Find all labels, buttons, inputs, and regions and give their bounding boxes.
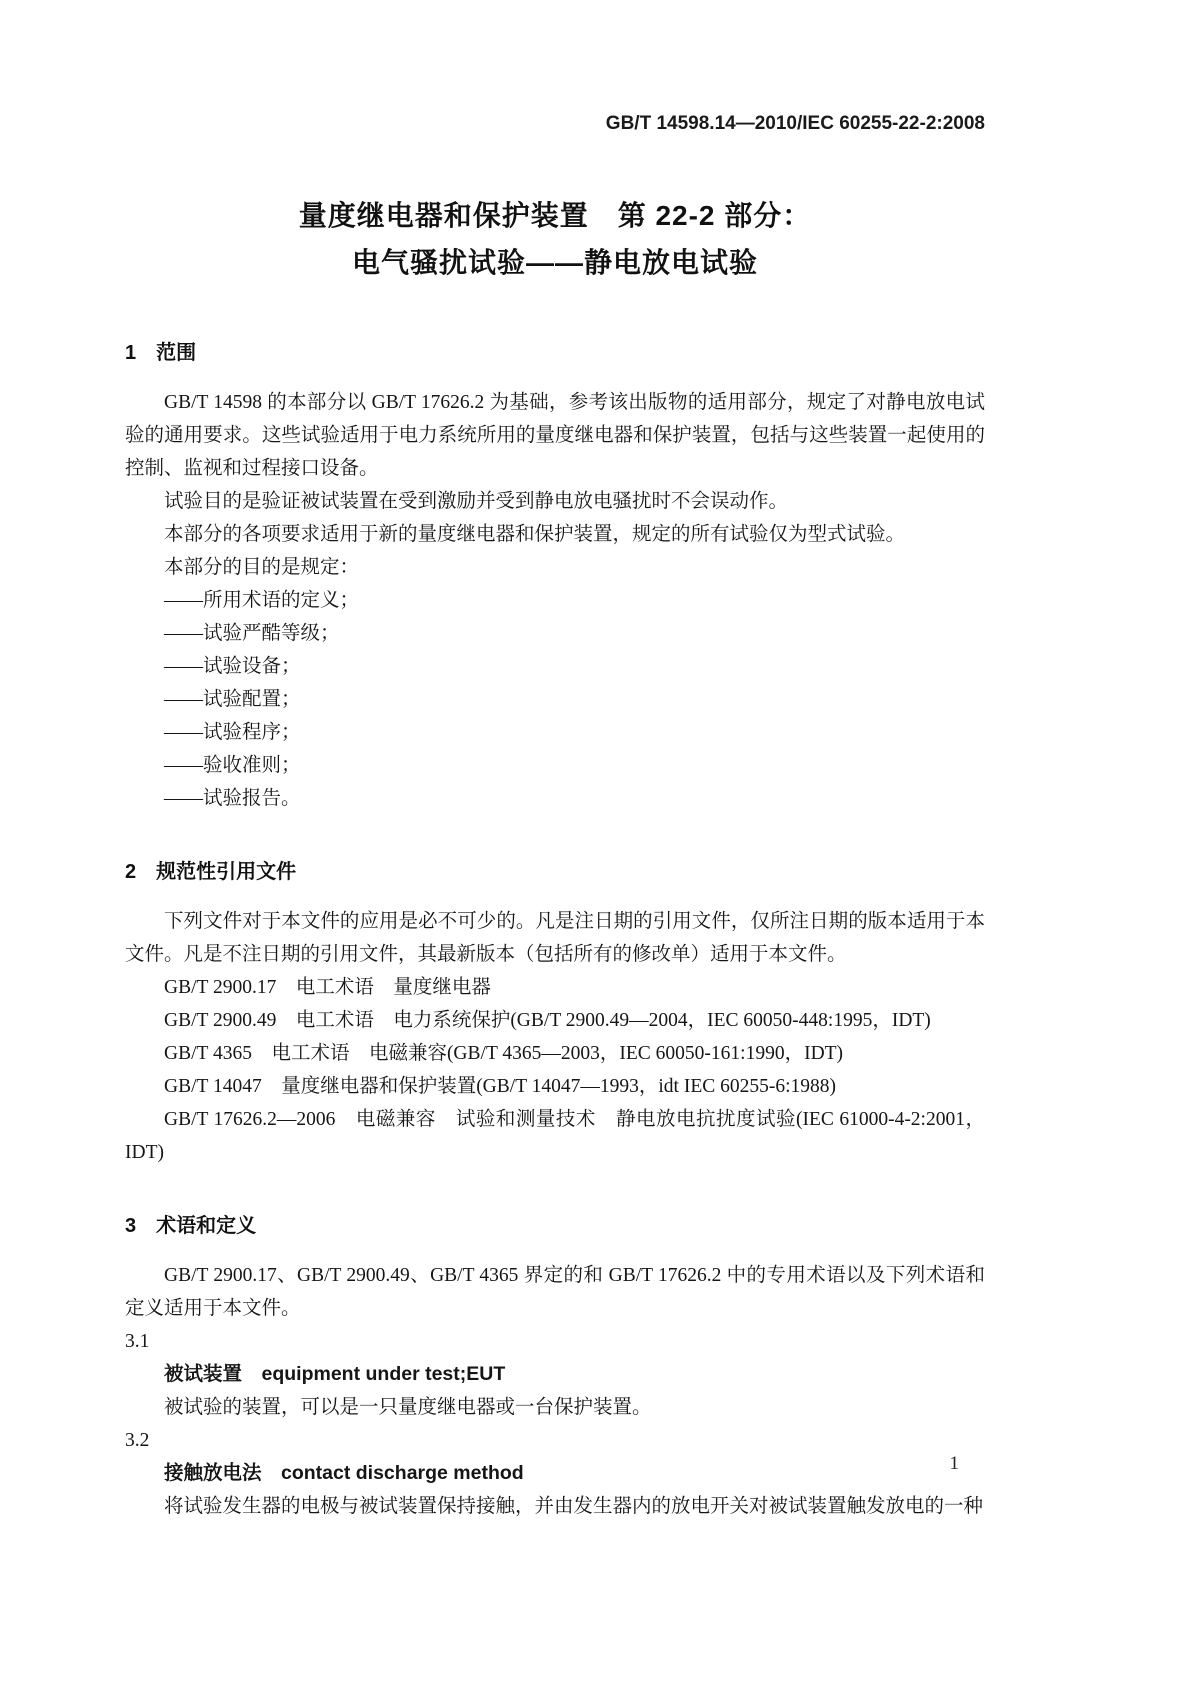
section-3-heading: 3 术语和定义 [125, 1215, 257, 1237]
title-line-2: 电气骚扰试验——静电放电试验 [351, 247, 758, 278]
term-definition: 将试验发生器的电极与被试装置保持接触，并由发生器内的放电开关对被试装置触发放电的一种 [164, 1496, 984, 1517]
list-item: ——试验报告。 [164, 788, 301, 809]
title-line-1: 量度继电器和保护装置 第 22-2 部分： [298, 200, 812, 231]
section-scope [125, 340, 985, 815]
paragraph: GB/T 2900.17、GB/T 2900.49、GB/T 4365 界定的和 GB/T 17626.2 中的专用术语以及下列术语和定义适用于本文件。 [125, 1265, 985, 1319]
paragraph: GB/T 14598 的本部分以 GB/T 17626.2 为基础，参考该出版物的适用部分，规定了对静电放电试验的通用要求。这些试验适用于电力系统所用的量度继电器和保护装置，包括与这些装置一起使用的控制、监视和过程接口设备。 [125, 392, 985, 479]
reference-item: GB/T 17626.2—2006 电磁兼容 试验和测量技术 静电放电抗扰度试验(IEC 61000-4-2:2001，IDT) [125, 1109, 985, 1163]
section-1-heading: 1 范围 [125, 342, 197, 364]
list-item: ——试验配置； [164, 689, 301, 710]
list-item: ——试验严酷等级； [164, 623, 340, 644]
term-number: 3.1 [125, 1331, 150, 1352]
term-title: 接触放电法 contact discharge method [164, 1462, 524, 1484]
paragraph: 下列文件对于本文件的应用是必不可少的。凡是注日期的引用文件，仅所注日期的版本适用于本文件。凡是不注日期的引用文件，其最新版本（包括所有的修改单）适用于本文件。 [125, 911, 985, 965]
document-header [125, 112, 985, 136]
reference-item: GB/T 2900.49 电工术语 电力系统保护(GB/T 2900.49—2004，IEC 60050-448:1995，IDT) [164, 1010, 931, 1031]
term-definition: 被试验的装置，可以是一只量度继电器或一台保护装置。 [164, 1397, 652, 1418]
document-title [125, 192, 985, 286]
list-item: ——试验设备； [164, 656, 301, 677]
reference-item: GB/T 2900.17 电工术语 量度继电器 [164, 977, 491, 998]
term-number: 3.2 [125, 1430, 150, 1451]
reference-item: GB/T 4365 电工术语 电磁兼容(GB/T 4365—2003，IEC 60050-161:1990，IDT) [164, 1043, 844, 1064]
list-item: ——所用术语的定义； [164, 590, 360, 611]
paragraph: 试验目的是验证被试装置在受到激励并受到静电放电骚扰时不会误动作。 [164, 491, 789, 512]
section-terms-and-definitions [125, 1213, 985, 1523]
standard-code: GB/T 14598.14—2010/IEC 60255-22-2:2008 [605, 113, 985, 134]
paragraph: 本部分的各项要求适用于新的量度继电器和保护装置，规定的所有试验仅为型式试验。 [164, 524, 906, 545]
list-item: ——试验程序； [164, 722, 301, 743]
term-title: 被试装置 equipment under test;EUT [164, 1363, 506, 1385]
list-item: ——验收准则； [164, 755, 301, 776]
reference-item: GB/T 14047 量度继电器和保护装置(GB/T 14047—1993，idt IEC 60255-6:1988) [164, 1076, 837, 1097]
page-number: 1 [949, 1453, 959, 1474]
section-normative-references [125, 859, 985, 1169]
paragraph: 本部分的目的是规定： [164, 557, 360, 578]
section-2-heading: 2 规范性引用文件 [125, 861, 297, 883]
